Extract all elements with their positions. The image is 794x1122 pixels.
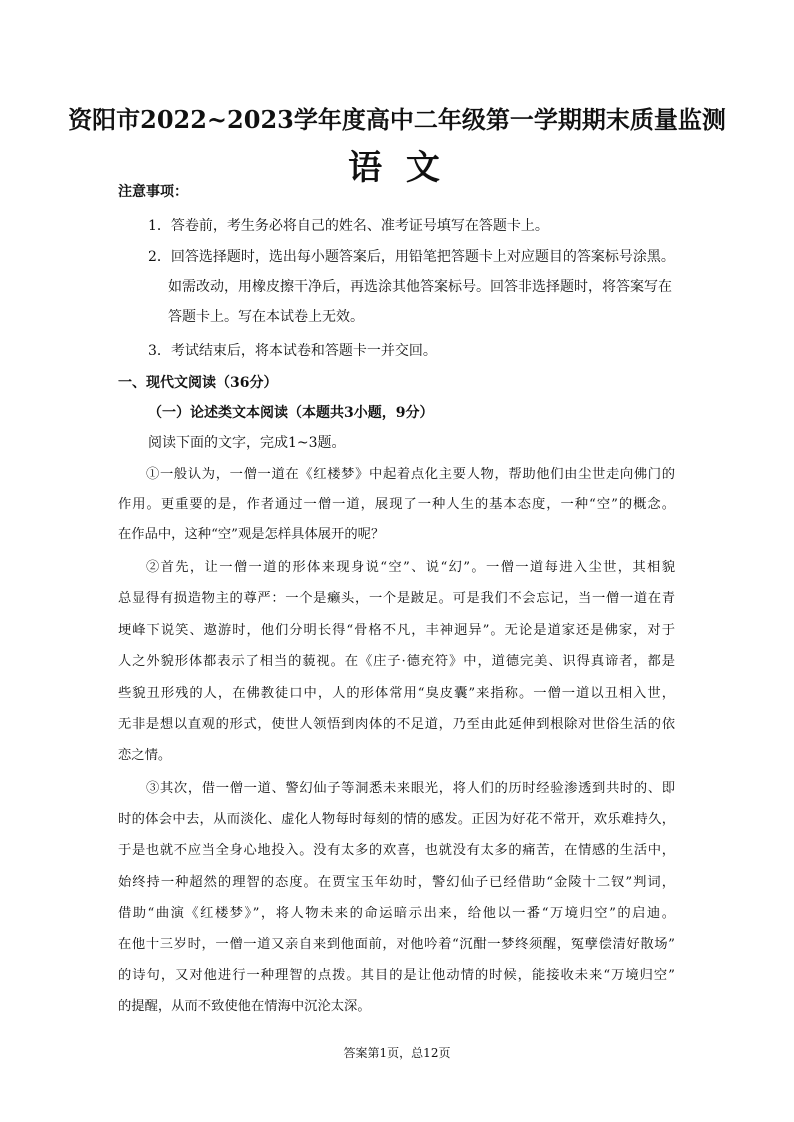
passage-line: 埂峰下说笑、遨游时，他们分明长得“骨格不凡，丰神迥异”。无论是道家还是佛家，对于 <box>118 623 675 638</box>
passage-line: 作用。更重要的是，作者通过一僧一道，展现了一种人生的基本态度，一种“空”的概念。 <box>118 497 675 512</box>
notice-item-3: 3．考试结束后，将本试卷和答题卡一并交回。 <box>148 343 437 359</box>
passage-line: 始终持一种超然的理智的态度。在贾宝玉年幼时，警幻仙子已经借助“金陵十二钗”判词， <box>118 875 675 890</box>
passage-line: 恋之情。 <box>118 748 172 763</box>
page-footer: 答案第1页，总12页 <box>343 1046 451 1060</box>
passage-line: 于是也就不应当全身心地投入。没有太多的欢喜，也就没有太多的痛苦，在情感的生活中， <box>118 843 675 858</box>
notice-heading: 注意事项： <box>118 184 188 200</box>
passage-line: 借助“曲演《红楼梦》”，将人物未来的命运暗示出来，给他以一番“万境归空”的启迪。 <box>118 906 675 921</box>
passage-line: ②首先，让一僧一道的形体来现身说“空”、说“幻”。一僧一道每进入尘世，其相貌 <box>146 560 675 575</box>
passage-line: 在作品中，这种“空”观是怎样具体展开的呢？ <box>118 527 385 542</box>
passage-line: 在他十三岁时，一僧一道又亲自来到他面前，对他吟着“沉酣一梦终须醒，冤孽偿清好散场” <box>118 937 675 952</box>
exam-title: 资阳市2022~2023学年度高中二年级第一学期期末质量监测 <box>68 105 726 134</box>
passage-line: 的诗句，又对他进行一种理智的点拨。其目的是让他动情的时候，能接收未来“万境归空” <box>118 968 675 983</box>
subsection-heading: （一）论述类文本阅读（本题共3小题，9分） <box>148 405 434 421</box>
passage-instruction: 阅读下面的文字，完成1~3题。 <box>148 435 346 451</box>
notice-item-2: 2．回答选择题时，选出每小题答案后，用铅笔把答题卡上对应题目的答案标号涂黑。 <box>148 249 675 265</box>
passage-line: ③其次，借一僧一道、警幻仙子等洞悉未来眼光，将人们的历时经验渗透到共时的、即 <box>146 781 675 796</box>
notice-item-2-cont: 如需改动，用橡皮擦干净后，再选涂其他答案标号。回答非选择题时，将答案写在 <box>168 279 672 295</box>
passage-line: 总显得有损造物主的尊严：一个是癞头，一个是跛足。可是我们不会忘记，当一僧一道在青 <box>118 591 675 606</box>
passage-line: 人之外貌形体都表示了相当的藐视。在《庄子·德充符》中，道德完美、识得真谛者，都是 <box>118 654 675 669</box>
passage-line: 时的体会中去，从而淡化、虚化人物每时每刻的情的感发。正因为好花不常开，欢乐难持久， <box>118 812 675 827</box>
passage-line: ①一般认为，一僧一道在《红楼梦》中起着点化主要人物，帮助他们由尘世走向佛门的 <box>146 467 675 482</box>
passage-line: 的提醒，从而不致使他在情海中沉沦太深。 <box>118 999 371 1014</box>
notice-item-1: 1．答卷前，考生务必将自己的姓名、准考证号填写在答题卡上。 <box>148 218 549 234</box>
passage-line: 些貌丑形残的人，在佛教徒口中，人的形体常用“臭皮囊”来指称。一僧一道以丑相入世， <box>118 686 675 701</box>
subject-title: 语 文 <box>348 148 446 188</box>
passage-line: 无非是想以直观的形式，使世人领悟到肉体的不足道，乃至由此延伸到根除对世俗生活的依 <box>118 717 675 732</box>
section-heading: 一、现代文阅读（36分） <box>118 375 278 391</box>
notice-item-2-cont: 答题卡上。写在本试卷上无效。 <box>168 309 364 325</box>
